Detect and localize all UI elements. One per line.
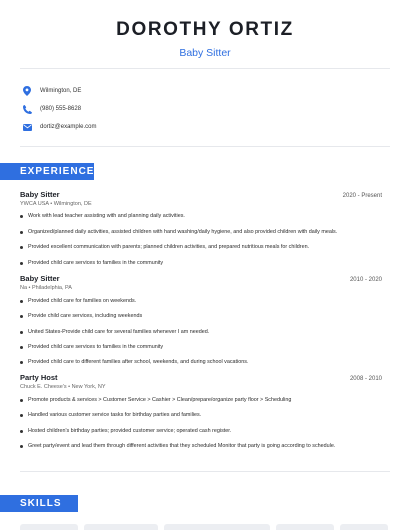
job-organization: Na • Philadelphia, PA (20, 285, 72, 291)
job-bullet: Provide child care services, including weekends (20, 312, 382, 320)
section-heading-skills: SKILLS (0, 495, 78, 512)
job-bullet: Provided child care to different families after school, weekends, and during school vacations. (20, 358, 382, 366)
bullet-dot (20, 246, 23, 249)
bullet-dot (20, 300, 23, 303)
skill-tag (84, 524, 158, 530)
bullet-dot (20, 361, 23, 364)
job-entry (20, 190, 382, 207)
job-organization: YWCA USA • Wilmington, DE (20, 201, 92, 207)
job-dates: 2010 - 2020 (349, 277, 382, 283)
map-pin-icon (22, 86, 32, 96)
job-entry (20, 274, 382, 291)
bullet-dot (20, 414, 23, 417)
job-bullet: Greet party/event and lead them through different activities that they scheduled Monitor that party is going according to schedule. (20, 442, 382, 450)
bullet-dot (20, 445, 23, 448)
phone-icon (22, 104, 32, 114)
skill-tag (276, 524, 334, 530)
job-title: Baby Sitter (20, 274, 60, 283)
bullet-dot (20, 430, 23, 433)
bullet-dot (20, 315, 23, 318)
email-text[interactable]: dortiz@example.com (40, 124, 97, 130)
skill-tag (164, 524, 270, 530)
resume-header (0, 0, 410, 59)
job-bullet: Provided child care services to families in the community (20, 259, 382, 267)
contact-phone (22, 100, 81, 118)
job-bullet: Hosted children's birthday parties; provided customer service; operated cash register. (20, 427, 382, 435)
skill-tag (20, 524, 78, 530)
candidate-name: DOROTHY ORTIZ (116, 19, 294, 40)
bullet-dot (20, 331, 23, 334)
job-bullet: Promote products & services > Customer Service > Cashier > Clean/prepare/organize party floor > Scheduling (20, 396, 382, 404)
candidate-role: Baby Sitter (179, 47, 231, 59)
job-bullet: Organized/planned daily activities, assisted children with hand washing/daily hygiene, and also provided children with daily meals. (20, 228, 382, 236)
job-title: Baby Sitter (20, 190, 60, 199)
contact-location (22, 82, 81, 100)
experience-divider (20, 471, 390, 472)
location-text: Wilmington, DE (40, 88, 82, 94)
envelope-icon (22, 122, 32, 132)
job-bullet: United States-Provide child care for several families whenever I am needed. (20, 328, 382, 336)
job-organization: Chuck E. Cheese's • New York, NY (20, 384, 106, 390)
job-bullet: Provided child care for families on weekends. (20, 297, 382, 305)
header-divider (20, 68, 390, 69)
job-bullet: Work with lead teacher assisting with and planning daily activities. (20, 212, 382, 220)
skill-tag (340, 524, 388, 530)
job-title: Party Host (20, 373, 58, 382)
bullet-dot (20, 399, 23, 402)
bullet-dot (20, 262, 23, 265)
job-bullet: Provided excellent communication with parents; planned children activities, and prepared nutritious meals for children. (20, 243, 382, 251)
job-bullet: Handled various customer service tasks for birthday parties and families. (20, 411, 382, 419)
job-bullet: Provided child care services to families in the community (20, 343, 382, 351)
job-entry (20, 373, 382, 390)
bullet-dot (20, 346, 23, 349)
job-dates: 2020 - Present (342, 193, 382, 199)
phone-text[interactable]: (980) 555-8628 (40, 106, 82, 112)
bullet-dot (20, 231, 23, 234)
job-dates: 2008 - 2010 (349, 376, 382, 382)
contact-email (22, 118, 96, 136)
bullet-dot (20, 215, 23, 218)
section-heading-experience: EXPERIENCE (0, 163, 94, 180)
contact-divider (20, 146, 390, 147)
